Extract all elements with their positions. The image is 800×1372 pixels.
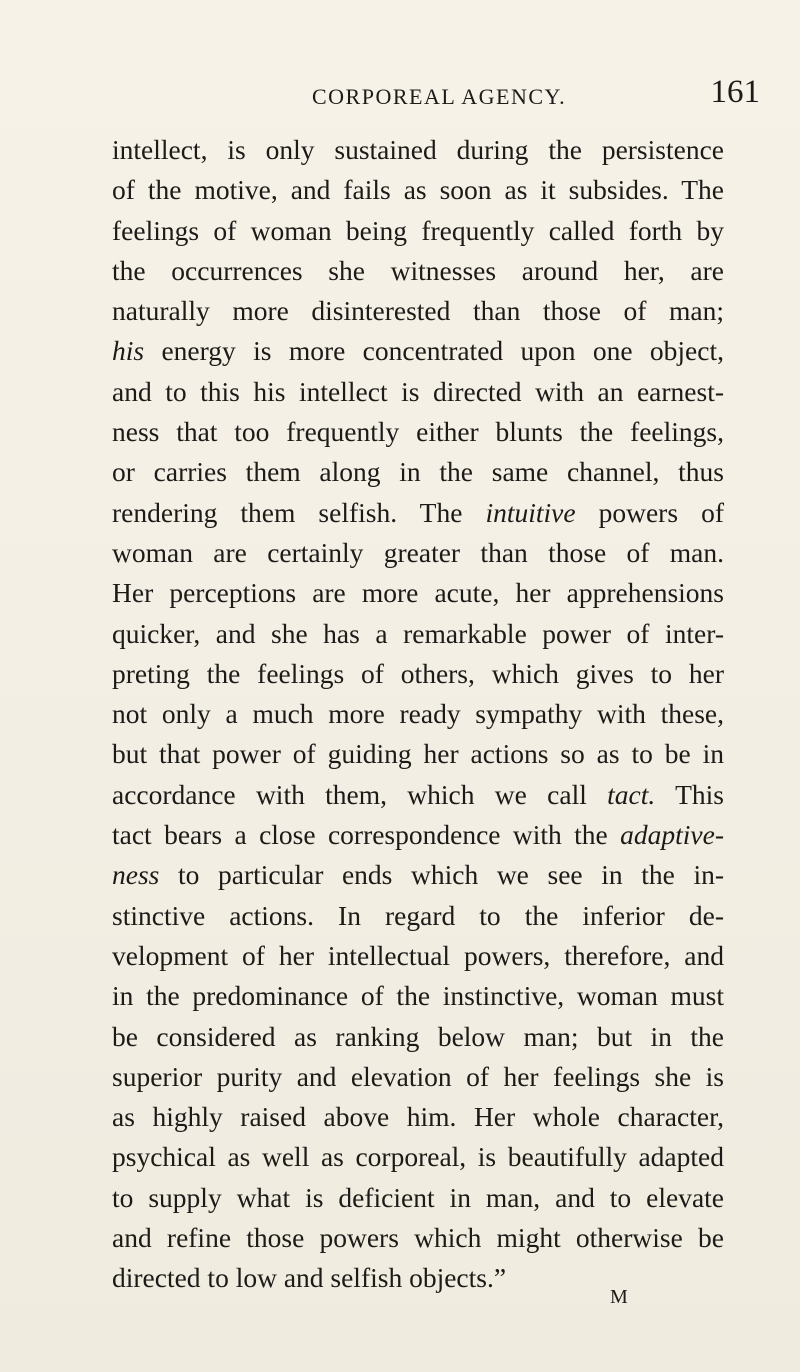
text-line: [112, 734, 724, 774]
text-run: accordance with them, which we call: [112, 778, 608, 810]
text-run: as highly raised above him. Her whole character,: [112, 1101, 724, 1133]
text-run: ness that too frequently either blunts the feelings,: [112, 416, 724, 448]
text-run: stinctive actions. In regard to the inferior de-: [112, 899, 724, 931]
text-line: [112, 1218, 724, 1258]
text-line: [112, 694, 724, 734]
text-run: superior purity and elevation of her feelings she is: [112, 1060, 724, 1092]
italic-run: intuitive: [485, 496, 576, 528]
text-line: [112, 815, 724, 855]
text-run: woman are certainly greater than those of man.: [112, 536, 724, 568]
text-line: [112, 1097, 724, 1137]
running-head-title: CORPOREAL AGENCY.: [312, 84, 567, 109]
text-line: [112, 896, 724, 936]
text-line: [112, 412, 724, 452]
text-run: to supply what is deficient in man, and to elevate: [112, 1181, 724, 1213]
text-run: not only a much more ready sympathy with these,: [112, 698, 724, 730]
text-line: [112, 1178, 724, 1218]
text-line: [112, 452, 724, 492]
text-line: [112, 1137, 724, 1177]
text-line: [112, 331, 724, 371]
text-run: and refine those powers which might otherwise be: [112, 1222, 724, 1254]
text-run: of the motive, and fails as soon as it subsides. The: [112, 174, 724, 206]
text-run: the occurrences she witnesses around her, are: [112, 254, 724, 286]
italic-run: ness: [112, 859, 160, 891]
text-line: [112, 614, 724, 654]
text-line: [112, 291, 724, 331]
text-run: intellect, is only sustained during the persistence: [112, 134, 724, 165]
text-line: [112, 936, 724, 976]
text-run: velopment of her intellectual powers, therefore, and: [112, 939, 724, 971]
text-line: [112, 1057, 724, 1097]
text-run: directed to low and selfish objects.”: [112, 1262, 507, 1294]
text-line: [112, 1258, 724, 1298]
text-run: to particular ends which we see in the in-: [159, 859, 724, 891]
text-run: but that power of guiding her actions so as to be in: [112, 738, 724, 770]
text-run: naturally more disinterested than those of man;: [112, 295, 724, 327]
text-run: rendering them selfish. The: [112, 496, 486, 528]
text-run: in the predominance of the instinctive, woman must: [112, 980, 724, 1012]
italic-run: his: [112, 335, 145, 367]
text-line: [112, 573, 724, 613]
text-line: [112, 251, 724, 291]
text-line: [112, 493, 724, 533]
text-line: [112, 1017, 724, 1057]
text-run: or carries them along in the same channel, thus: [112, 456, 724, 488]
text-line: [112, 855, 724, 895]
text-run: powers of: [575, 496, 724, 528]
text-run: feelings of woman being frequently called forth by: [112, 214, 724, 246]
text-line: [112, 170, 724, 210]
italic-run: adaptive-: [620, 819, 724, 851]
italic-run: tact.: [607, 778, 656, 810]
text-run: tact bears a close correspondence with the: [112, 819, 621, 851]
running-head: [112, 66, 772, 110]
text-line: [112, 775, 724, 815]
text-line: [112, 372, 724, 412]
text-line: [112, 654, 724, 694]
text-run: and to this his intellect is directed with an earnest-: [112, 375, 724, 407]
text-line: [112, 130, 724, 170]
text-line: [112, 533, 724, 573]
signature-mark: M: [610, 1286, 629, 1308]
text-run: This: [655, 778, 724, 810]
text-run: Her perceptions are more acute, her apprehensions: [112, 577, 724, 609]
text-run: be considered as ranking below man; but in the: [112, 1020, 724, 1052]
text-line: [112, 976, 724, 1016]
text-run: preting the feelings of others, which gives to her: [112, 657, 724, 689]
text-run: psychical as well as corporeal, is beautifully adapted: [112, 1141, 724, 1173]
text-run: energy is more concentrated upon one object,: [144, 335, 724, 367]
body-text: [112, 130, 724, 1299]
page-number: 161: [710, 74, 760, 110]
text-run: quicker, and she has a remarkable power of inter-: [112, 617, 724, 649]
text-line: [112, 211, 724, 251]
